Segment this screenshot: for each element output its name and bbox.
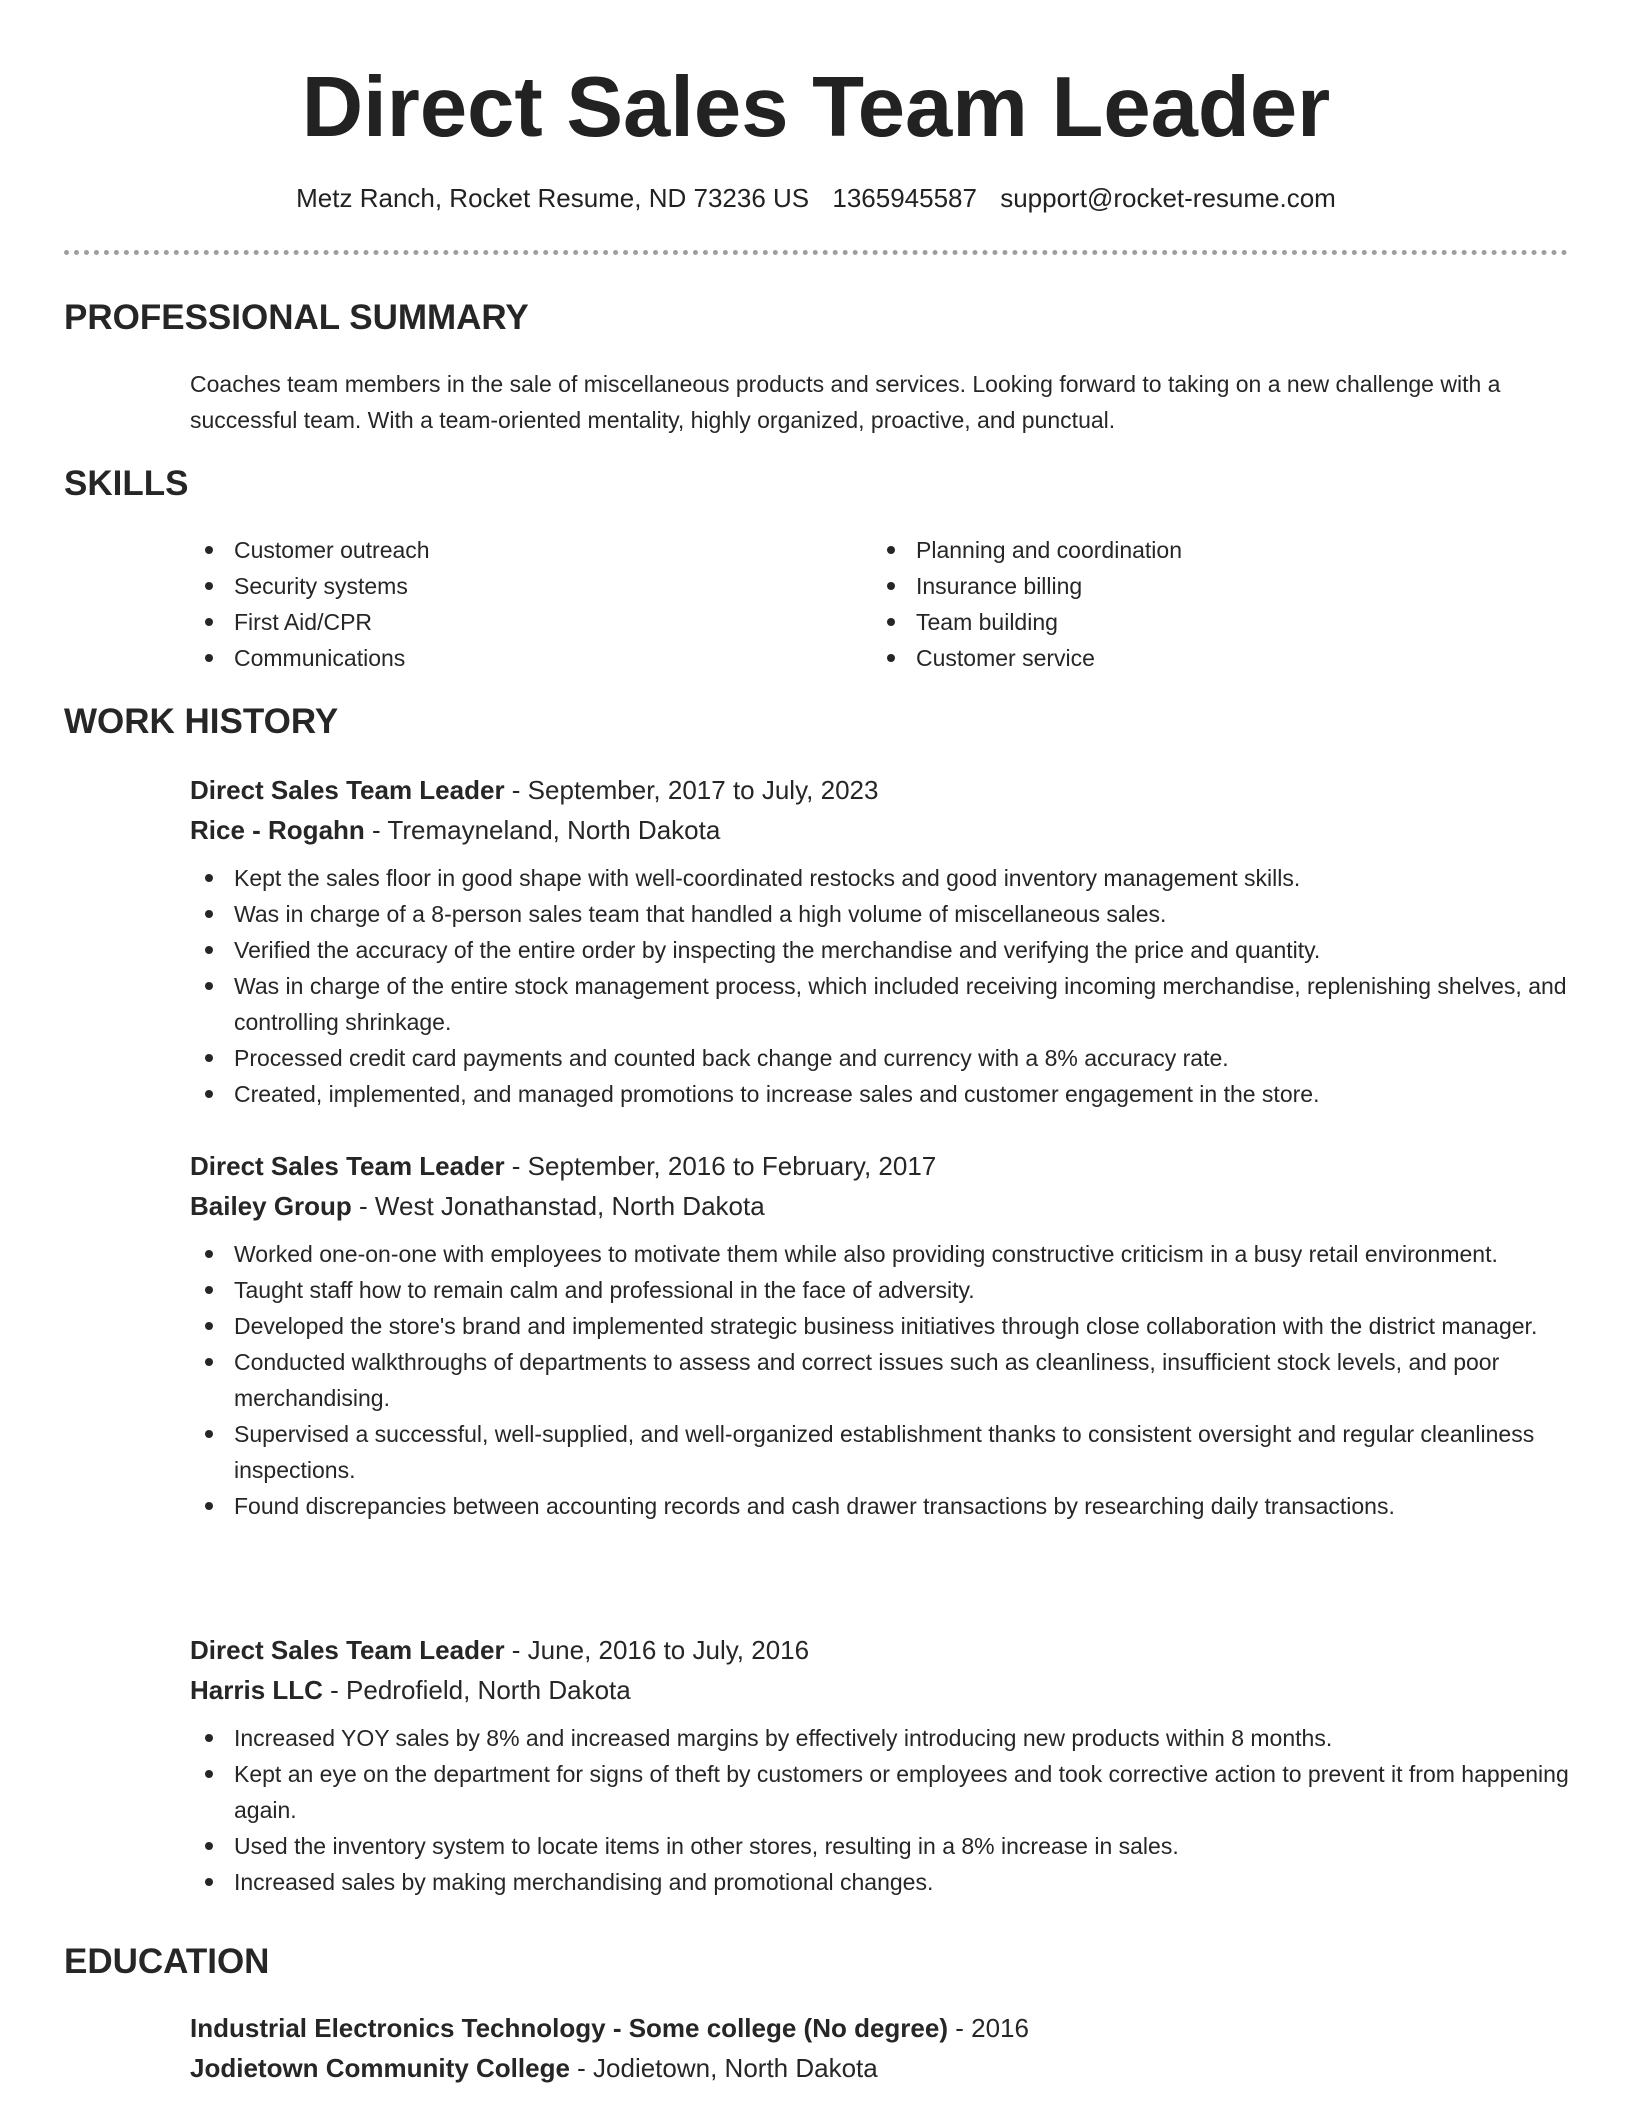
contact-line [0,180,1632,216]
job-duty: Created, implemented, and managed promotions to increase sales and customer engagement in the store. [190,1076,1570,1112]
skill-item: Customer outreach [190,532,830,568]
education-school-line [190,2048,1570,2088]
job-duty: Kept an eye on the department for signs of theft by customers or employees and took corrective action to prevent it from happening again. [190,1756,1570,1828]
skills-list-left [190,532,830,676]
job-duties [0,1236,1570,1524]
skill-item: Planning and coordination [872,532,1512,568]
skill-item: Team building [872,604,1512,640]
contact-address: Metz Ranch, Rocket Resume, ND 73236 US [296,183,810,213]
work-history-heading: WORK HISTORY [64,702,339,741]
education-year: - 2016 [948,2013,1029,2043]
education-location: - Jodietown, North Dakota [569,2053,878,2083]
summary-text: Coaches team members in the sale of miscellaneous products and services. Looking forward to taking on a new challenge with a successful team. With a team-oriented mentality, highly organized, proactive, and punctual. [190,371,1501,433]
job-duties [0,860,1570,1112]
job-duty: Found discrepancies between accounting records and cash drawer transactions by researching daily transactions. [190,1488,1570,1524]
job-company-line [190,810,1570,850]
job-duty: Worked one-on-one with employees to motivate them while also providing constructive criticism in a busy retail environment. [190,1236,1570,1272]
job-location: - Tremayneland, North Dakota [364,815,721,845]
job-role: Direct Sales Team Leader [190,1635,505,1665]
skills-list-right [872,532,1512,676]
job-role: Direct Sales Team Leader [190,775,505,805]
job-duty: Used the inventory system to locate items in other stores, resulting in a 8% increase in sales. [190,1828,1570,1864]
contact-email[interactable]: support@rocket-resume.com [1000,183,1336,213]
job-location: - West Jonathanstad, North Dakota [351,1191,765,1221]
candidate-name: Direct Sales Team Leader [301,60,1331,155]
skill-item: Insurance billing [872,568,1512,604]
job-company: Harris LLC [190,1675,323,1705]
job-duty: Processed credit card payments and counted back change and currency with a 8% accuracy rate. [190,1040,1570,1076]
skill-item: Security systems [190,568,830,604]
summary-heading: PROFESSIONAL SUMMARY [64,298,529,337]
job-dates: - September, 2017 to July, 2023 [504,775,879,805]
job-duty: Conducted walkthroughs of departments to assess and correct issues such as cleanliness, insufficient stock levels, and poor merchandising. [190,1344,1570,1416]
job-duty: Was in charge of a 8-person sales team that handled a high volume of miscellaneous sales. [190,896,1570,932]
education-degree-line [190,2008,1570,2048]
job-duty: Was in charge of the entire stock management process, which included receiving incoming merchandise, replenishing shelves, and controlling shrinkage. [190,968,1570,1040]
job-duty: Increased YOY sales by 8% and increased margins by effectively introducing new products within 8 months. [190,1720,1570,1756]
job-duty: Supervised a successful, well-supplied, and well-organized establishment thanks to consistent oversight and regular cleanliness inspections. [190,1416,1570,1488]
job-company: Bailey Group [190,1191,352,1221]
education-degree: Industrial Electronics Technology - Some college (No degree) [190,2013,948,2043]
job-company: Rice - Rogahn [190,815,365,845]
job-dates: - September, 2016 to February, 2017 [504,1151,937,1181]
skill-item: Communications [190,640,830,676]
job-location: - Pedrofield, North Dakota [322,1675,631,1705]
job-duty: Increased sales by making merchandising and promotional changes. [190,1864,1570,1900]
job-entry [190,1146,1570,1524]
job-duty: Developed the store's brand and implemented strategic business initiatives through close collaboration with the district manager. [190,1308,1570,1344]
job-role: Direct Sales Team Leader [190,1151,505,1181]
job-entry [190,770,1570,1112]
skill-item: First Aid/CPR [190,604,830,640]
job-title-line [190,1630,1570,1670]
job-title-line [190,770,1570,810]
education-heading: EDUCATION [64,1942,270,1981]
education-entry [190,2008,1570,2088]
job-company-line [190,1670,1570,1710]
job-duty: Verified the accuracy of the entire order by inspecting the merchandise and verifying the price and quantity. [190,932,1570,968]
job-duties [0,1720,1570,1900]
job-company-line [190,1186,1570,1226]
job-dates: - June, 2016 to July, 2016 [504,1635,810,1665]
job-title-line [190,1146,1570,1186]
job-duty: Taught staff how to remain calm and professional in the face of adversity. [190,1272,1570,1308]
education-school: Jodietown Community College [190,2053,570,2083]
job-entry [190,1630,1570,1900]
skill-item: Customer service [872,640,1512,676]
job-duty: Kept the sales floor in good shape with well-coordinated restocks and good inventory management skills. [190,860,1570,896]
skills-heading: SKILLS [64,464,189,503]
header-divider [64,250,1568,255]
contact-phone: 1365945587 [832,183,977,213]
